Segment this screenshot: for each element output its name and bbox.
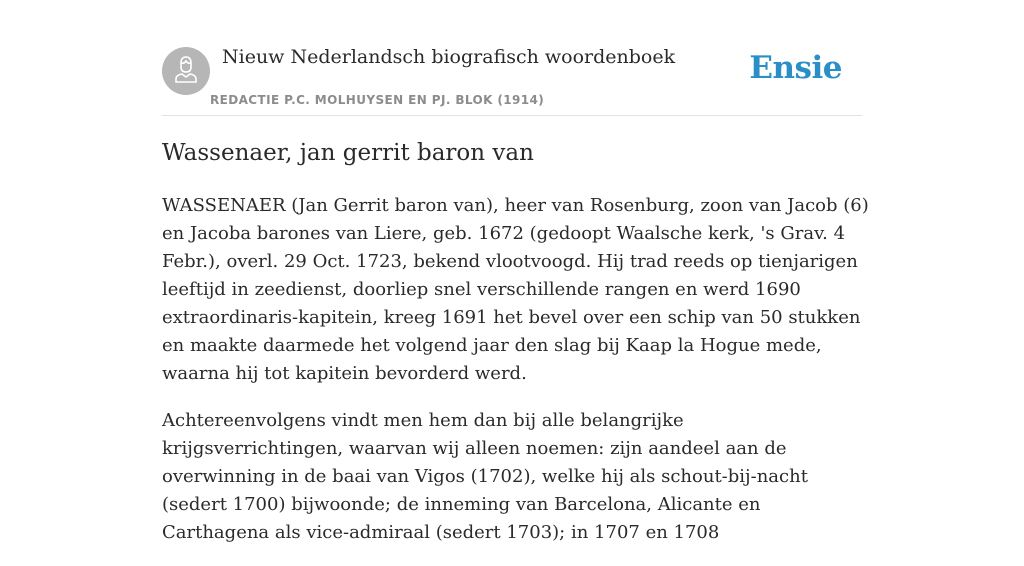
user-icon [174, 55, 198, 88]
avatar[interactable] [162, 47, 210, 95]
article-body [162, 192, 870, 566]
article-paragraph: Achtereenvolgens vindt men hem dan bij alle belangrijke krijgsverrichtingen, waarvan wij alleen noemen: zijn aandeel aan de overwinning in de baai van Vigos (1702), welke hij als schout-bij-nacht (sedert 1700) bijwoonde; de inneming van Barcelona, Alicante en Carthagena als vice-admiraal (sedert 1703); in 1707 en 1708 [162, 410, 808, 543]
book-editor: REDACTIE P.C. MOLHUYSEN EN PJ. BLOK (1914) [210, 93, 545, 107]
book-title-link[interactable]: Nieuw Nederlandsch biografisch woordenboek [222, 46, 676, 68]
article-title: Wassenaer, jan gerrit baron van [162, 140, 534, 166]
ensie-logo[interactable]: Ensie [749, 50, 842, 86]
book-header [162, 46, 862, 116]
article-paragraph: WASSENAER (Jan Gerrit baron van), heer van Rosenburg, zoon van Jacob (6) en Jacoba barones van Liere, geb. 1672 (gedoopt Waalsche kerk, 's Grav. 4 Febr.), overl. 29 Oct. 1723, bekend vlootvoogd. Hij trad reeds op tienjarigen leeftijd in zeedienst, doorliep snel verschillende rangen en werd 1690 extraordinaris-kapitein, kreeg 1691 het bevel over een schip van 50 stukken en maakte daarmede het volgend jaar den slag bij Kaap la Hogue mede, waarna hij tot kapitein bevorderd werd. [162, 195, 869, 384]
